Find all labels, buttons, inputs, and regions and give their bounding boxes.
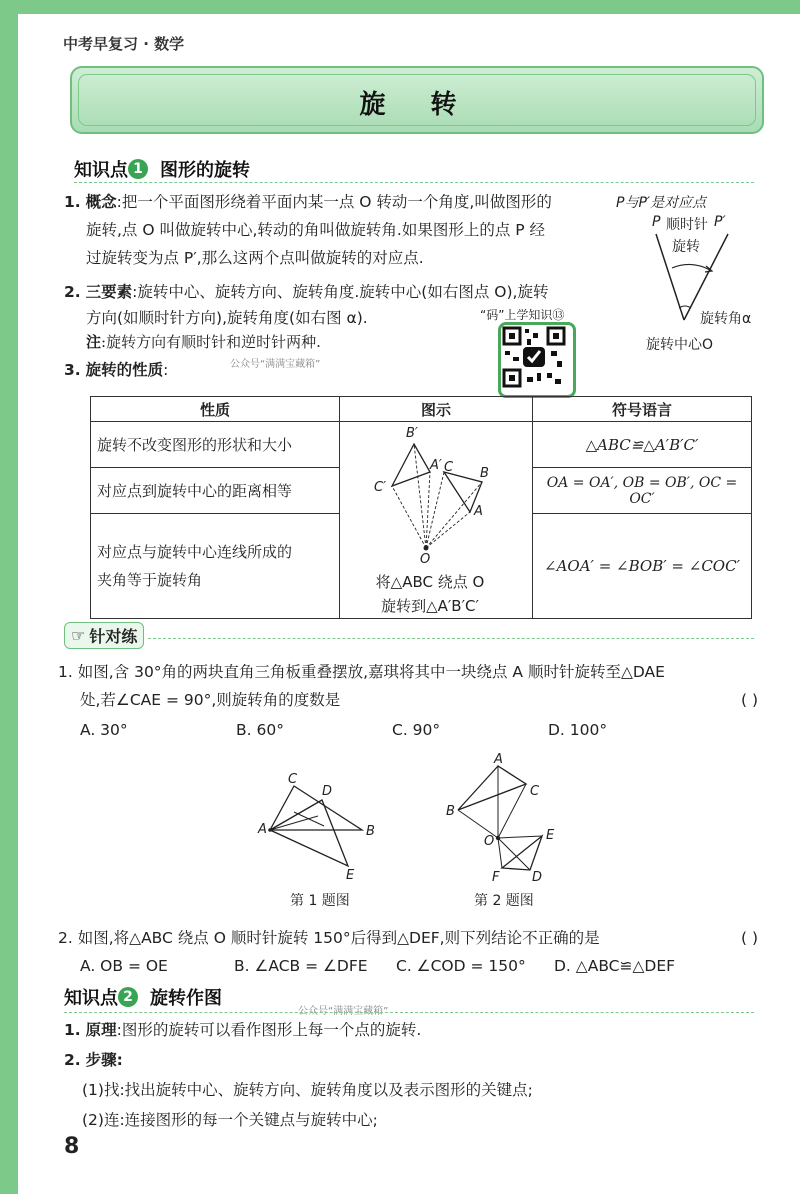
- option-b[interactable]: B. 60°: [236, 721, 284, 739]
- practice-badge: [64, 622, 144, 649]
- series-header: 中考早复习 · 数学: [63, 35, 185, 53]
- question-text: 如图,将△ABC 绕点 O 顺时针旋转 150°后得到△DEF,则下列结论不正确的是: [77, 929, 600, 947]
- label-a: A: [494, 752, 503, 767]
- kp1-item1: [64, 190, 634, 270]
- table-cell-line1: 对应点与旋转中心连线所成的: [97, 543, 293, 562]
- item-num: 2.: [64, 1051, 81, 1069]
- item-text: :把一个平面图形绕着平面内某一点 O 转动一个角度,叫做图形的: [116, 193, 552, 211]
- item-label: 三要素: [85, 283, 133, 301]
- table-cell: 旋转不改变图形的形状和大小: [91, 422, 340, 468]
- divider: [148, 638, 754, 639]
- knowledge-point-2-heading: [64, 984, 222, 1010]
- diagram-caption: [340, 570, 520, 618]
- label-c: C: [444, 460, 454, 475]
- figure-1: [258, 772, 388, 908]
- table-row: [91, 422, 752, 468]
- kp2-step-1: (1)找:找出旋转中心、旋转方向、旋转角度以及表示图形的关键点;: [82, 1081, 533, 1099]
- column-header: 图示: [340, 397, 533, 422]
- label-rotation-angle: 旋转角α: [700, 311, 752, 327]
- divider: [74, 182, 754, 183]
- kp2-step-2: (2)连:连接图形的每一个关键点与旋转中心;: [82, 1111, 378, 1129]
- label-c-prime: C′: [374, 480, 387, 495]
- kp-number: 2: [118, 987, 138, 1007]
- option-b[interactable]: B. ∠ACB = ∠DFE: [234, 957, 368, 975]
- item-text: :旋转中心、旋转方向、旋转角度.旋转中心(如右图点 O),旋转: [132, 283, 549, 301]
- table-cell: [91, 514, 340, 619]
- question-1: [58, 660, 758, 712]
- page-title: 旋 转: [359, 90, 475, 120]
- label-e: E: [546, 828, 555, 843]
- page: [18, 14, 800, 1194]
- figure-caption-correspondence: P与P′是对应点: [616, 195, 707, 211]
- knowledge-point-1-heading: [74, 156, 250, 182]
- practice-label: 针对练: [89, 626, 138, 646]
- label-o: O: [420, 552, 431, 567]
- question-text-line2: 处,若∠CAE = 90°,则旋转角的度数是: [80, 691, 341, 709]
- kp1-item3: [64, 358, 168, 382]
- question-text: 如图,含 30°角的两块直角三角板重叠摆放,嘉琪将其中一块绕点 A 顺时针旋转至△DAE: [77, 663, 665, 681]
- q1-options: [80, 718, 720, 742]
- label-d: D: [532, 870, 543, 885]
- column-header: 符号语言: [533, 397, 752, 422]
- table-cell: OA = OA′, OB = OB′, OC = OC′: [533, 468, 752, 514]
- kp-number: 1: [128, 159, 148, 179]
- note-label: 注: [86, 333, 102, 351]
- qr-code-icon: [501, 325, 567, 389]
- item-label: 原理: [85, 1021, 117, 1039]
- option-c[interactable]: C. 90°: [392, 721, 441, 739]
- diagram-caption-line1: 将△ABC 绕点 O: [375, 573, 485, 591]
- kp2-item2: [64, 1048, 123, 1072]
- title-banner: [70, 66, 764, 134]
- item-text-line3: 过旋转变为点 P′,那么这两个点叫做旋转的对应点.: [86, 249, 424, 267]
- rotation-property-diagram: [340, 422, 520, 572]
- label-b: B: [480, 466, 489, 481]
- figure-1-caption: 第 1 题图: [290, 893, 350, 909]
- item-text-line2: 旋转,点 O 叫做旋转中心,转动的角叫做旋转角.如果图形上的点 P 经: [86, 221, 546, 239]
- practice-heading: [64, 622, 144, 648]
- item-num: 3.: [64, 361, 81, 379]
- question-number: 1.: [58, 663, 73, 681]
- label-a: A: [474, 504, 483, 519]
- label-a-prime: A′: [430, 458, 442, 473]
- label-c: C: [530, 784, 540, 799]
- table-header-row: [91, 397, 752, 422]
- item-num: 2.: [64, 283, 81, 301]
- qr-code[interactable]: [498, 322, 576, 398]
- label-b: B: [366, 824, 375, 839]
- label-p-prime: P′: [714, 214, 726, 230]
- figure-2-caption: 第 2 题图: [474, 893, 534, 909]
- question-2: [58, 926, 758, 950]
- answer-blank[interactable]: ( ): [740, 691, 758, 709]
- label-e: E: [346, 868, 355, 883]
- watermark: 公众号“满满宝藏箱”: [230, 359, 321, 370]
- label-c: C: [288, 772, 298, 787]
- table-cell: 对应点到旋转中心的距离相等: [91, 468, 340, 514]
- table-cell-line2: 夹角等于旋转角: [97, 571, 203, 590]
- question-number: 2.: [58, 929, 73, 947]
- option-d[interactable]: D. △ABC≌△DEF: [554, 957, 676, 975]
- option-a[interactable]: A. OB = OE: [80, 957, 168, 975]
- item-label: 旋转的性质: [85, 361, 164, 379]
- option-c[interactable]: C. ∠COD = 150°: [396, 957, 526, 975]
- option-d[interactable]: D. 100°: [548, 721, 608, 739]
- qr-caption: “码”上学知识⑬: [480, 308, 565, 322]
- note-text: :旋转方向有顺时针和逆时针两种.: [101, 333, 321, 351]
- option-a[interactable]: A. 30°: [80, 721, 128, 739]
- label-rotate: 旋转: [672, 239, 700, 255]
- table-cell: △ABC≌△A′B′C′: [533, 422, 752, 468]
- label-b-prime: B′: [406, 426, 418, 441]
- kp-badge: 知识点: [64, 988, 118, 1009]
- label-a: A: [258, 822, 267, 837]
- table-cell: ∠AOA′ = ∠BOB′ = ∠COC′: [533, 514, 752, 619]
- item-colon: :: [163, 361, 169, 379]
- item-num: 1.: [64, 193, 81, 211]
- figure-2: [442, 752, 572, 910]
- q2-options: [80, 954, 740, 978]
- label-b: B: [446, 804, 455, 819]
- kp2-item1: [64, 1018, 754, 1042]
- label-rotation-center: 旋转中心O: [646, 337, 714, 353]
- label-f: F: [492, 870, 500, 885]
- item-num: 1.: [64, 1021, 81, 1039]
- item-label: 概念: [85, 193, 117, 211]
- watermark: 公众号“满满宝藏箱”: [298, 1006, 389, 1017]
- pointing-hand-icon: ☞: [71, 625, 86, 645]
- item-label: 步骤: [85, 1051, 117, 1069]
- rotation-angle-figure: [616, 190, 776, 360]
- properties-table: [90, 396, 752, 619]
- label-o: O: [484, 834, 495, 849]
- item-text-line2: 方向(如顺时针方向),旋转角度(如右图 α).: [86, 309, 368, 327]
- kp-badge: 知识点: [74, 160, 128, 181]
- diagram-caption-line2: 旋转到△A′B′C′: [381, 597, 479, 615]
- label-clockwise: 顺时针: [666, 217, 708, 233]
- kp-title: 图形的旋转: [160, 160, 250, 181]
- figure-2-diagram: [442, 752, 572, 882]
- item-text: :图形的旋转可以看作图形上每一个点的旋转.: [116, 1021, 422, 1039]
- diagram-cell: [340, 422, 533, 619]
- column-header: 性质: [91, 397, 340, 422]
- page-number: 8: [64, 1134, 80, 1159]
- divider: [64, 1012, 754, 1013]
- kp-title: 旋转作图: [150, 988, 222, 1009]
- label-p: P: [652, 214, 661, 230]
- item-colon: :: [116, 1051, 123, 1069]
- label-d: D: [322, 784, 333, 799]
- answer-blank[interactable]: ( ): [740, 929, 758, 947]
